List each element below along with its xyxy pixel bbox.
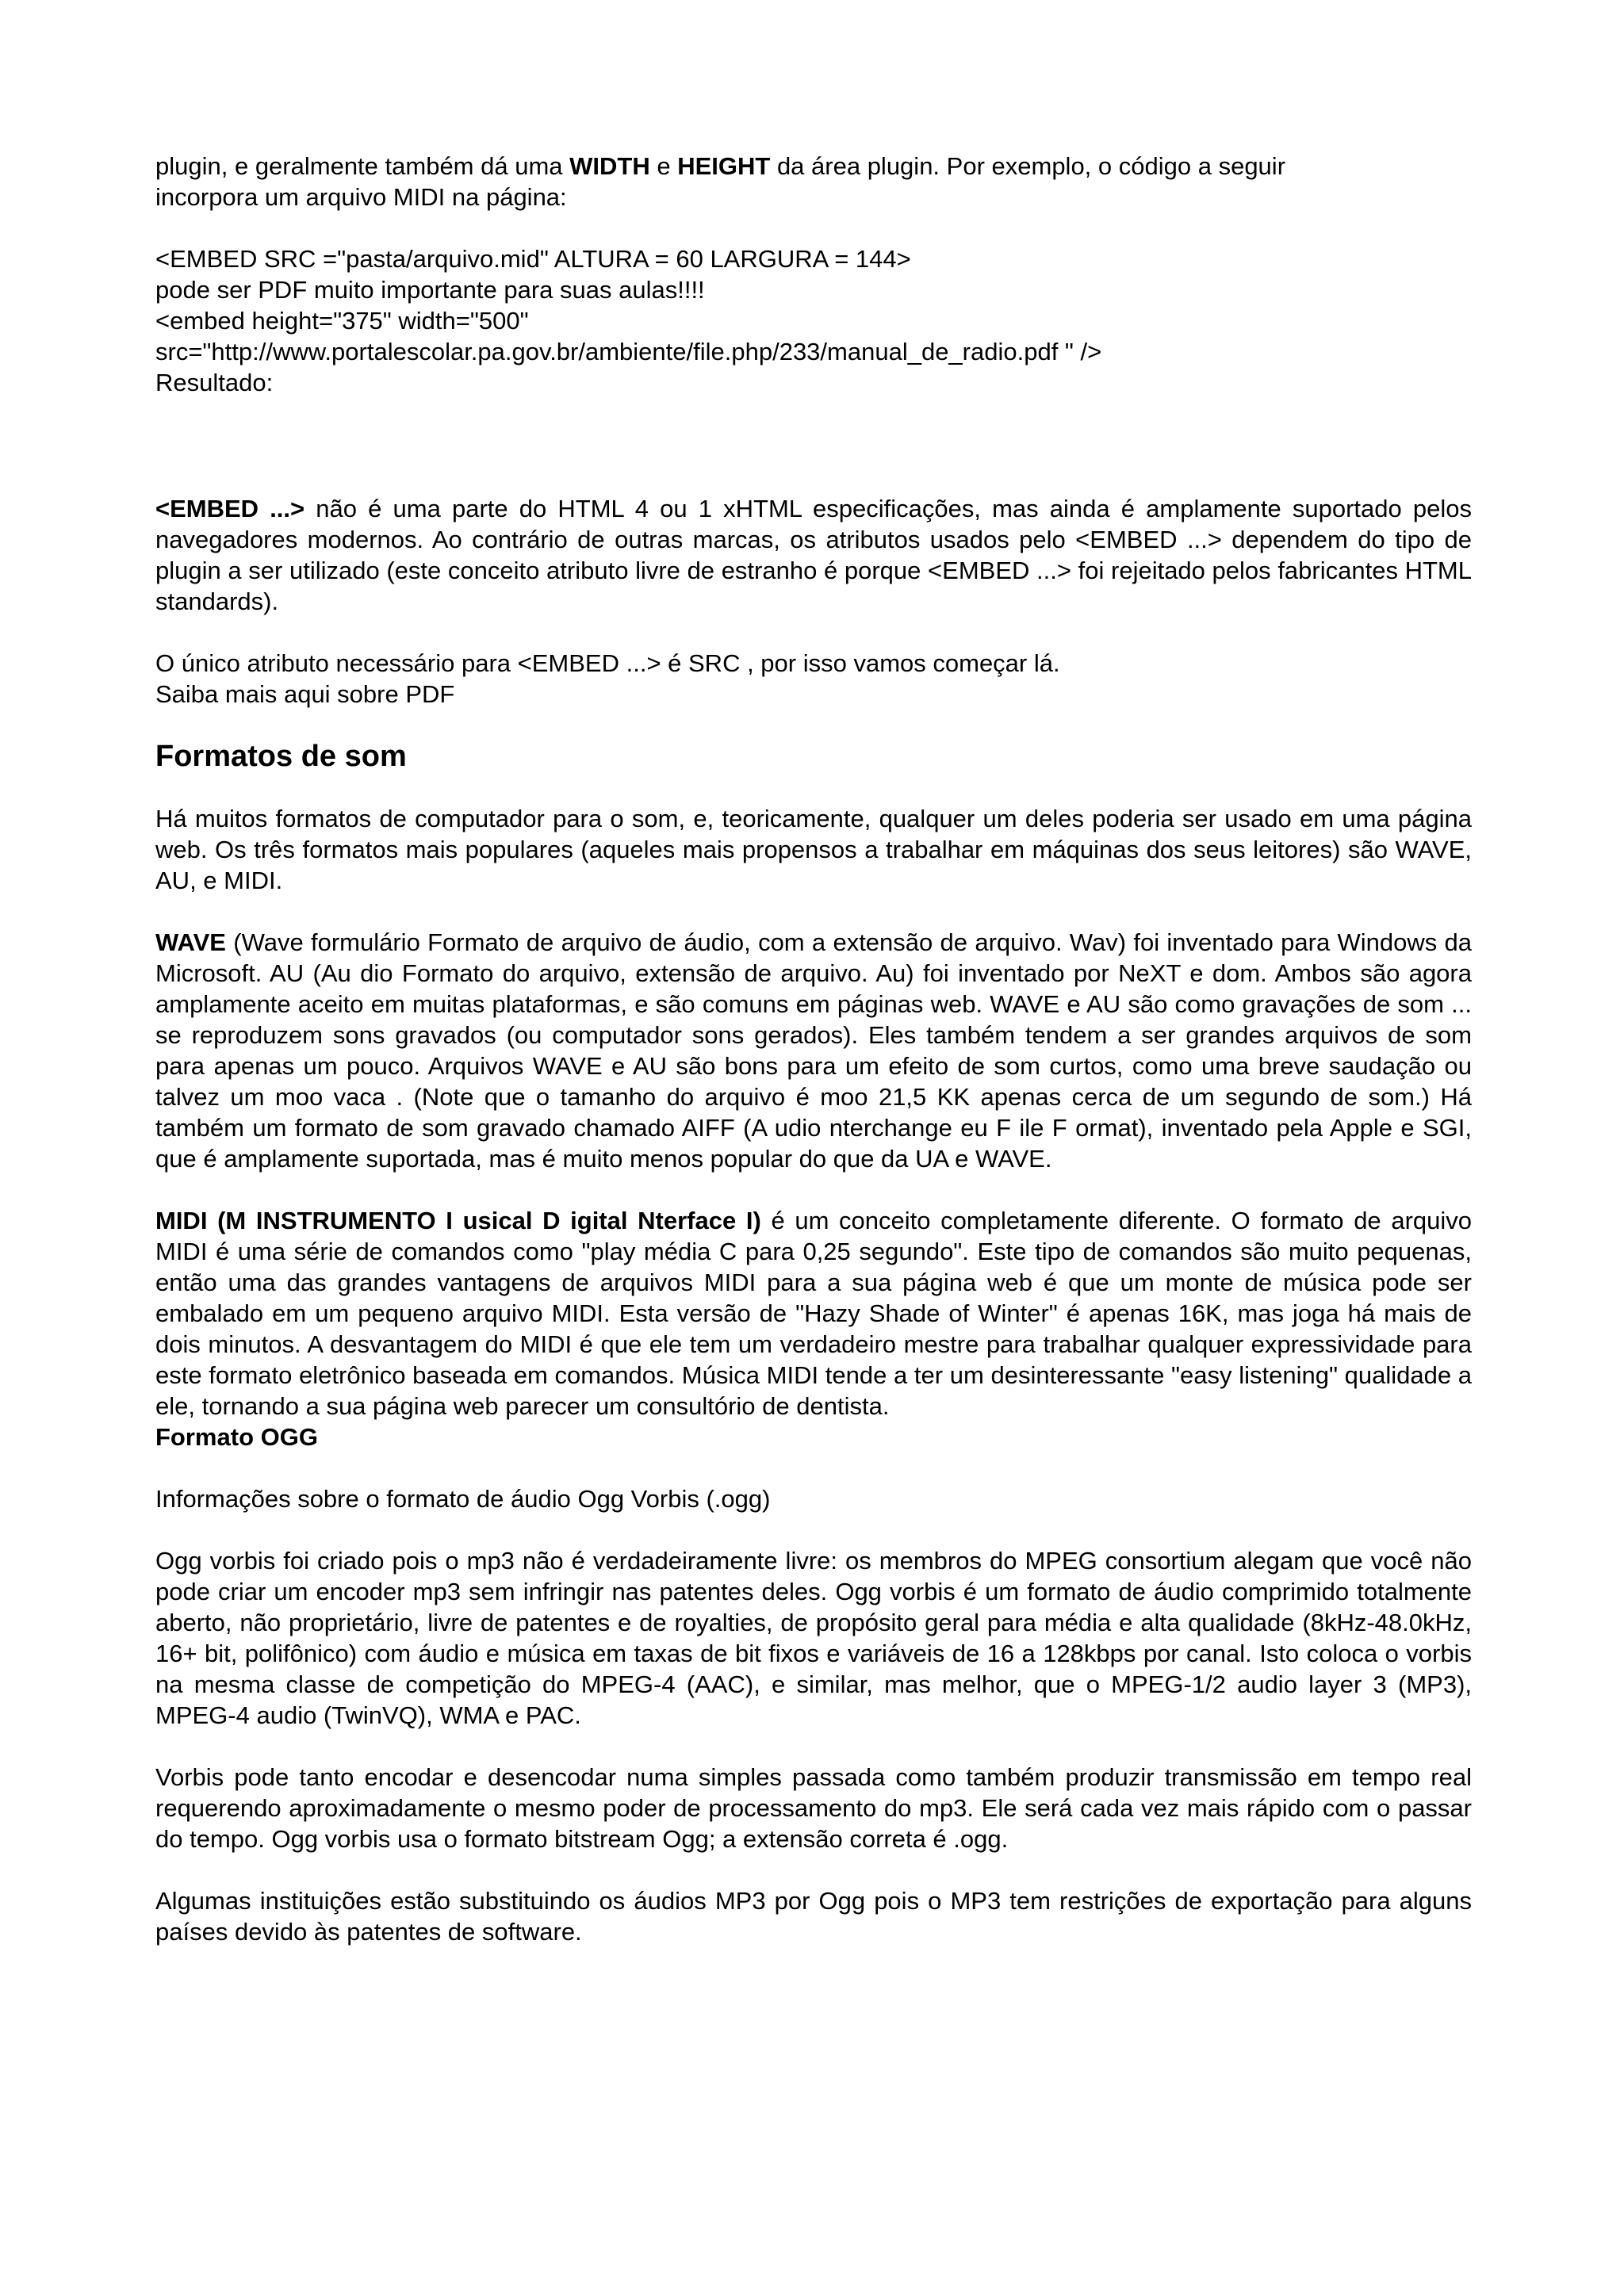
embed-tag-bold: <EMBED ...>: [155, 495, 305, 522]
ogg-info-line: Informações sobre o formato de áudio Ogg Vorbis (.ogg): [155, 1485, 771, 1513]
formatos-de-som-heading: Formatos de som: [155, 740, 407, 773]
intro-line1-pre: plugin, e geralmente também dá uma: [155, 152, 570, 180]
src-attribute-paragraph: [155, 648, 1472, 710]
ogg-paragraph-2: Vorbis pode tanto encodar e desencodar numa simples passada como também produzir transmissão em tempo real requerendo aproximadamente o mesmo poder de processamento do mp3. Ele será cada vez mais rápido com o passar do tempo. Ogg vorbis usa o formato bitstream Ogg; a extensão correta é .ogg.: [155, 1763, 1472, 1853]
embed-description-text: não é uma parte do HTML 4 ou 1 xHTML especificações, mas ainda é amplamente suportado pelos navegadores modernos. Ao contrário de outras marcas, os atributos usados pelo <EMBED ...> dependem do tipo de plugin a ser utilizado (este conceito atributo livre de estranho é porque <EMBED ...> foi rejeitado pelos fabricantes HTML standards).: [155, 495, 1472, 615]
intro-width-keyword: WIDTH: [569, 152, 650, 180]
intro-line1-post: da área plugin. Por exemplo, o código a seguir: [770, 152, 1286, 180]
wave-paragraph: [155, 927, 1472, 1174]
midi-bold-label: MIDI (M INSTRUMENTO I usical D igital Nterface I): [155, 1207, 761, 1234]
wave-bold-label: WAVE: [155, 928, 226, 956]
pdf-more-link-text: Saiba mais aqui sobre PDF: [155, 680, 455, 708]
ogg-paragraph-1: Ogg vorbis foi criado pois o mp3 não é verdadeiramente livre: os membros do MPEG consortium alegam que você não pode criar um encoder mp3 sem infringir nas patentes deles. Ogg vorbis é um formato de áudio comprimido totalmente aberto, não proprietário, livre de patentes e de royalties, de propósito geral para média e alta qualidade (8kHz-48.0kHz, 16+ bit, polifônico) com áudio e música em taxas de bit fixos e variáveis de 16 a 128kbps por canal. Isto coloca o vorbis na mesma classe de competição do MPEG-4 (AAC), e similar, mas melhor, que o MPEG-1/2 audio layer 3 (MP3), MPEG-4 audio (TwinVQ), WMA e PAC.: [155, 1547, 1472, 1729]
wave-text: (Wave formulário Formato de arquivo de áudio, com a extensão de arquivo. Wav) foi inventado para Windows da Microsoft. AU (Au dio Formato do arquivo, extensão de arquivo. Au) foi inventado por NeXT e dom. Ambos são agora amplamente aceito em muitas plataformas, e são comuns em páginas web. WAVE e AU são como gravações de som ... se reproduzem sons gravados (ou computador sons gerados). Eles também tendem a ser grandes arquivos de som para apenas um pouco. Arquivos WAVE e AU são bons para um efeito de som curtos, como uma breve saudação ou talvez um moo vaca . (Note que o tamanho do arquivo é moo 21,5 KK apenas cerca de um segundo de som.) Há também um formato de som gravado chamado AIFF (A udio nterchange eu F ile F ormat), inventado pela Apple e SGI, que é amplamente suportada, mas é muito menos popular do que da UA e WAVE.: [155, 928, 1472, 1173]
intro-line2: incorpora um arquivo MIDI na página:: [155, 183, 567, 211]
formatos-intro-paragraph: Há muitos formatos de computador para o som, e, teoricamente, qualquer um deles poderia ser usado em uma página web. Os três formatos mais populares (aqueles mais propensos a trabalhar em máquinas dos seus leitores) são WAVE, AU, e MIDI.: [155, 805, 1472, 894]
midi-text: é um conceito completamente diferente. O formato de arquivo MIDI é uma série de comandos como "play média C para 0,25 segundo". Este tipo de comandos são muito pequenas, então uma das grandes vantagens de arquivos MIDI para a sua página web é que um monte de música pode ser embalado em um pequeno arquivo MIDI. Esta versão de "Hazy Shade of Winter" é apenas 16K, mas joga há mais de dois minutos. A desvantagem do MIDI é que ele tem um verdadeiro mestre para trabalhar qualquer expressividade para este formato eletrônico baseada em comandos. Música MIDI tende a ter um desinteressante "easy listening" qualidade a ele, tornando a sua página web parecer um consultório de dentista.: [155, 1207, 1473, 1420]
embed-code-block: <EMBED SRC ="pasta/arquivo.mid" ALTURA = 60 LARGURA = 144> pode ser PDF muito importante para suas aulas!!!! <embed height="375" width="500" src="http://www.portalescolar.pa.gov.br/ambiente/file.php/233/manual_de_radio.pdf " /> Resultado:: [155, 245, 1102, 396]
intro-line1-e: e: [649, 152, 678, 180]
document-page: [155, 151, 1472, 1947]
formato-ogg-heading: Formato OGG: [155, 1423, 318, 1451]
src-attribute-line: O único atributo necessário para <EMBED ...> é SRC , por isso vamos começar lá.: [155, 649, 1060, 677]
intro-paragraph: [155, 151, 1472, 212]
intro-height-keyword: HEIGHT: [677, 152, 771, 180]
embed-description-paragraph: [155, 493, 1472, 617]
ogg-paragraph-3: Algumas instituições estão substituindo os áudios MP3 por Ogg pois o MP3 tem restrições de exportação para alguns países devido às patentes de software.: [155, 1887, 1472, 1946]
midi-paragraph: [155, 1205, 1472, 1422]
